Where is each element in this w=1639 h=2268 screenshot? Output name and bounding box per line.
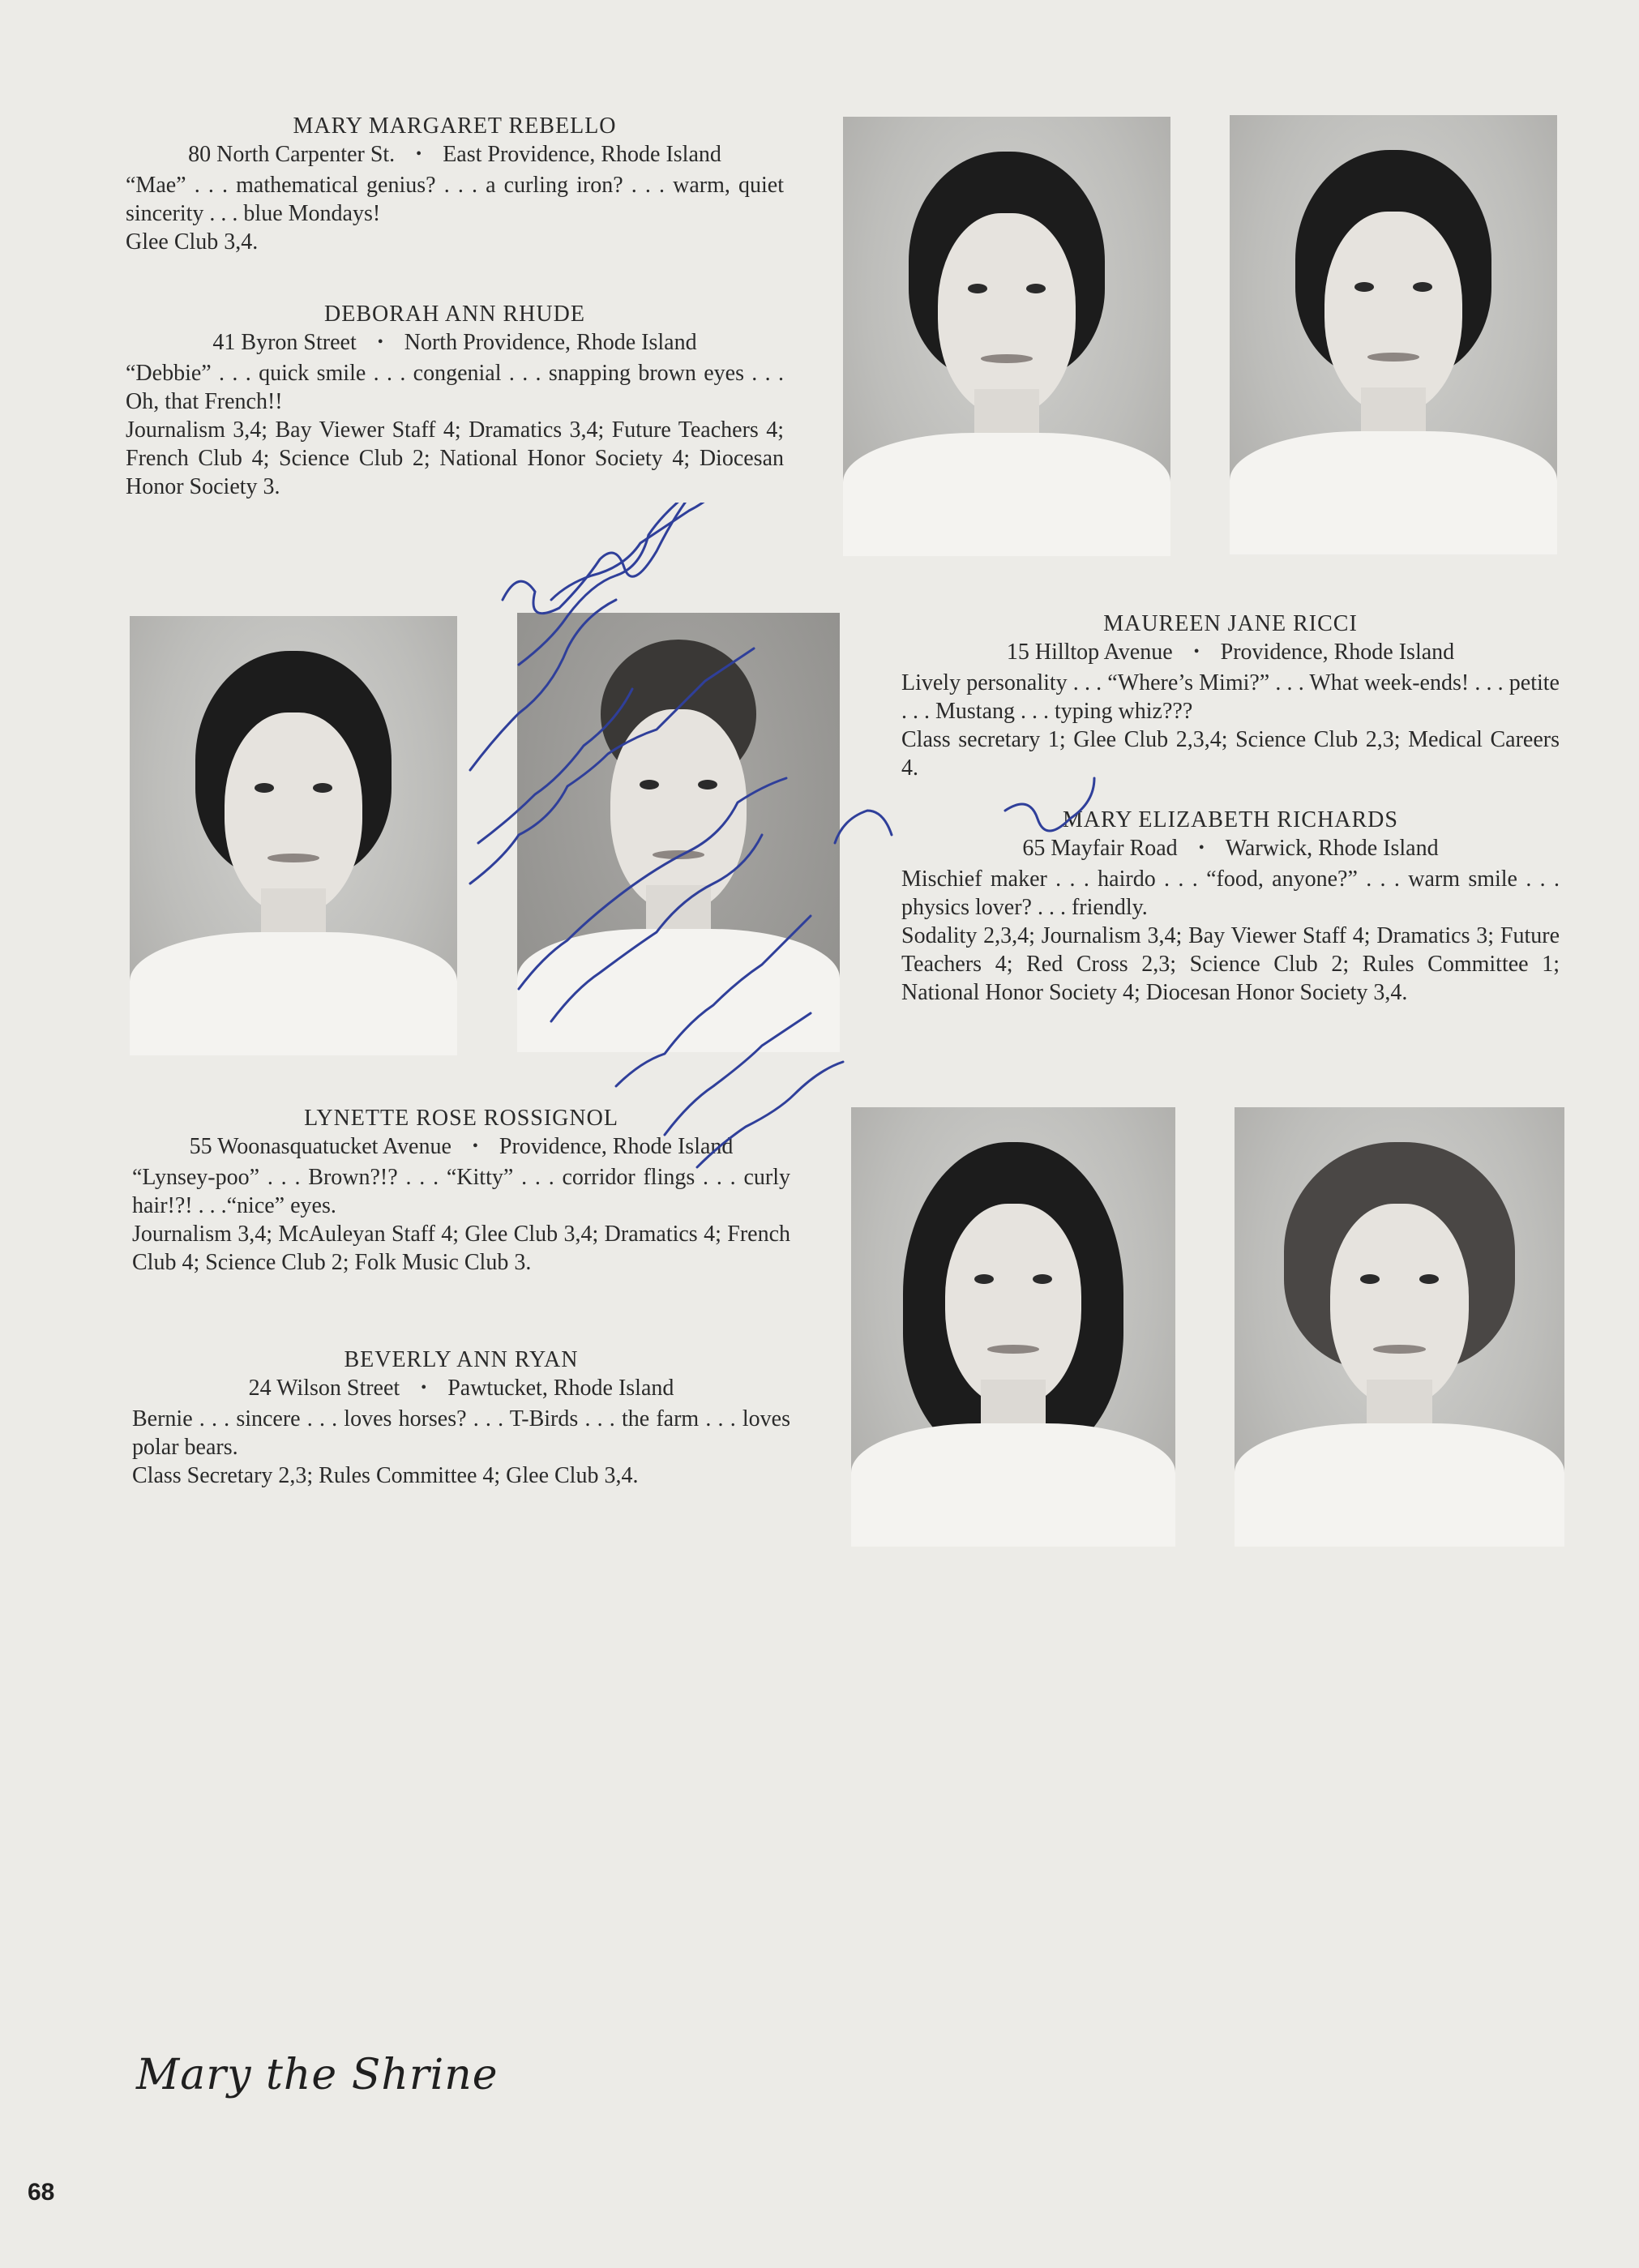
- student-description: “Lynsey-poo” . . . Brown?!? . . . “Kitty” . . . corridor flings . . . curly hair!?! . . .“nice” eyes.: [132, 1165, 790, 1218]
- portrait-ryan: [1235, 1107, 1564, 1547]
- street: 55 Woonasquatucket Avenue: [189, 1134, 451, 1159]
- student-name: BEVERLY ANN RYAN: [344, 1347, 579, 1372]
- city: Providence, Rhode Island: [499, 1134, 734, 1159]
- student-address: [126, 140, 784, 171]
- student-description: “Debbie” . . . quick smile . . . congenial . . . snapping brown eyes . . . Oh, that French!!: [126, 361, 784, 414]
- street: 80 North Carpenter St.: [188, 142, 396, 167]
- city: Warwick, Rhode Island: [1225, 836, 1439, 861]
- portrait-ricci: [130, 616, 457, 1055]
- city: North Providence, Rhode Island: [404, 330, 697, 355]
- bullet-separator: •: [421, 1379, 427, 1397]
- entry-rhude: [126, 300, 784, 501]
- student-address: [126, 328, 784, 359]
- student-name: MAUREEN JANE RICCI: [1103, 611, 1358, 636]
- student-description: Bernie . . . sincere . . . loves horses? . . . T-Birds . . . the farm . . . loves polar bears.: [132, 1406, 790, 1460]
- street: 65 Mayfair Road: [1022, 836, 1178, 861]
- city: Providence, Rhode Island: [1220, 640, 1455, 665]
- student-activities: Journalism 3,4; Bay Viewer Staff 4; Dramatics 3,4; Future Teachers 4; French Club 4; Science Club 2; National Honor Society 4; Diocesan Honor Society 3.: [126, 417, 784, 499]
- handwritten-signature: [454, 503, 1135, 1183]
- student-description: “Mae” . . . mathematical genius? . . . a curling iron? . . . warm, quiet sincerity . . . blue Mondays!: [126, 173, 784, 226]
- entry-ryan: [132, 1346, 790, 1490]
- bullet-separator: •: [472, 1137, 478, 1155]
- student-name: DEBORAH ANN RHUDE: [324, 302, 585, 327]
- street: 24 Wilson Street: [248, 1376, 400, 1401]
- student-activities: Journalism 3,4; McAuleyan Staff 4; Glee Club 3,4; Dramatics 4; French Club 4; Science Club 2; Folk Music Club 3.: [132, 1222, 790, 1275]
- student-activities: Class secretary 1; Glee Club 2,3,4; Science Club 2,3; Medical Careers 4.: [901, 727, 1560, 781]
- student-activities: Class Secretary 2,3; Rules Committee 4; Glee Club 3,4.: [132, 1463, 639, 1488]
- student-name: MARY ELIZABETH RICHARDS: [1063, 807, 1398, 832]
- bullet-separator: •: [1193, 643, 1200, 661]
- student-description: Lively personality . . . “Where’s Mimi?” . . . What week-ends! . . . petite . . . Mustang . . . typing whiz???: [901, 670, 1560, 724]
- street: 41 Byron Street: [212, 330, 357, 355]
- page-footer-title: Mary the Shrine: [136, 2051, 499, 2099]
- bullet-separator: •: [377, 333, 383, 351]
- page-number: 68: [28, 2179, 55, 2206]
- student-name: LYNETTE ROSE ROSSIGNOL: [304, 1106, 618, 1131]
- entry-rebello: [126, 112, 784, 256]
- student-name: MARY MARGARET REBELLO: [293, 113, 617, 139]
- bullet-separator: •: [1198, 839, 1205, 857]
- student-activities: Sodality 2,3,4; Journalism 3,4; Bay Viewer Staff 4; Dramatics 3; Future Teachers 4; Red Cross 2,3; Science Club 2; Rules Committee 1; National Honor Society 4; Diocesan Honor Society 3,4.: [901, 923, 1560, 1005]
- student-description: Mischief maker . . . hairdo . . . “food, anyone?” . . . warm smile . . . physics lover? . . . friendly.: [901, 867, 1560, 920]
- portrait-rebello: [843, 117, 1170, 556]
- student-address: [132, 1374, 790, 1405]
- bullet-separator: •: [416, 145, 422, 163]
- street: 15 Hilltop Avenue: [1006, 640, 1173, 665]
- student-activities: Glee Club 3,4.: [126, 229, 259, 255]
- portrait-rhude: [1230, 115, 1557, 554]
- city: Pawtucket, Rhode Island: [447, 1376, 674, 1401]
- city: East Providence, Rhode Island: [443, 142, 721, 167]
